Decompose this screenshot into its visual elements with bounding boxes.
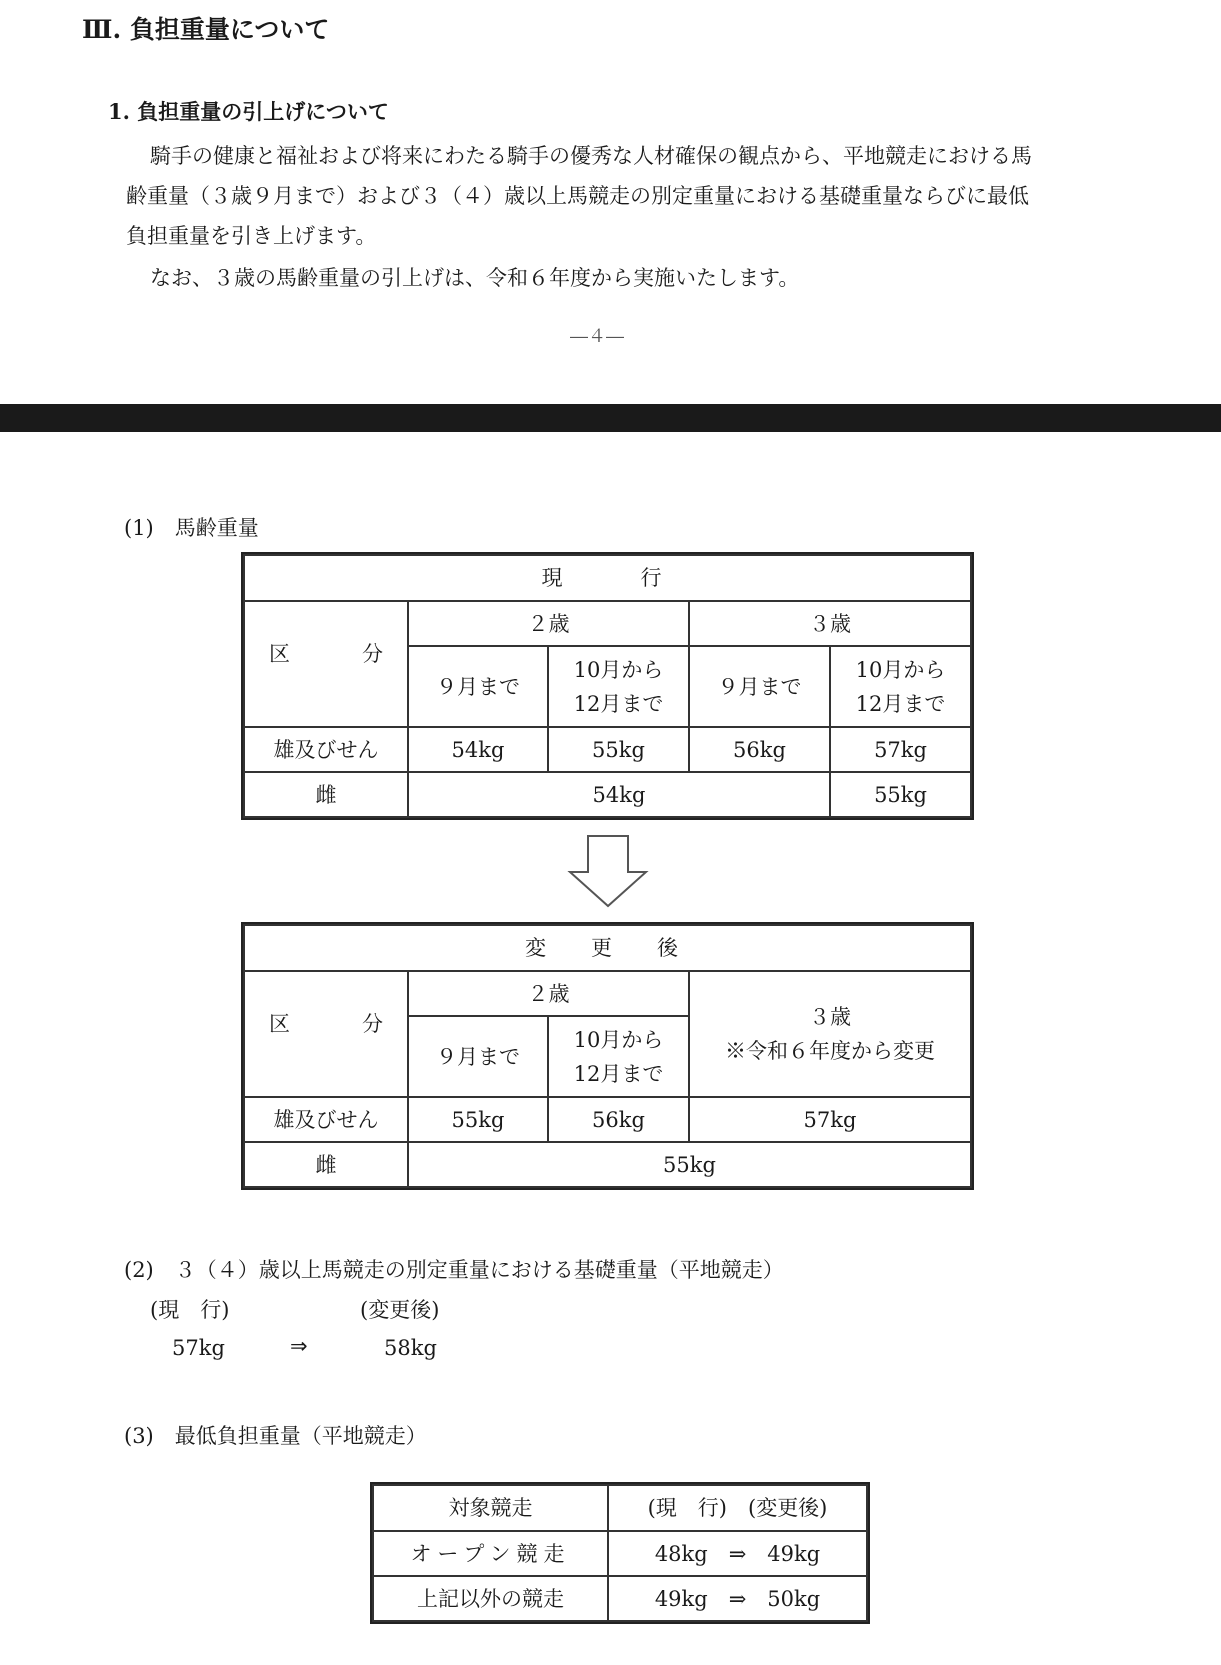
row-label-female: 雌 (244, 1142, 408, 1187)
row-label-female: 雌 (244, 772, 408, 817)
table-cell: 55kg (408, 1097, 548, 1142)
page-divider-band (0, 404, 1221, 432)
table-cell: 54kg (408, 772, 830, 817)
right-arrow-icon: ⇒ (290, 1334, 308, 1358)
row-label-other: 上記以外の競走 (373, 1576, 608, 1621)
label-current: (現 行) (150, 1298, 230, 1322)
value-changed: 58kg (384, 1336, 437, 1360)
table-cell: 57kg (689, 1097, 971, 1142)
table-cell: 56kg (689, 727, 830, 772)
subsection-heading: 1. 負担重量の引上げについて (108, 99, 389, 124)
kubun-cell: 区 分 (244, 971, 408, 1097)
table-cell: 57kg (830, 727, 971, 772)
col-until-september: ９月まで (408, 1016, 548, 1097)
page-number: ―４― (570, 326, 624, 347)
section3-title: (3) 最低負担重量（平地競走） (124, 1424, 427, 1448)
col-october-december: 10月から 12月まで (548, 1016, 689, 1097)
table-cell: 55kg (830, 772, 971, 817)
col-current-changed: (現 行) (変更後) (608, 1485, 867, 1531)
section2-title: (2) ３（４）歳以上馬競走の別定重量における基礎重量（平地競走） (124, 1258, 784, 1282)
current-table-header: 現 行 (244, 555, 971, 601)
age3-header: ３歳 ※令和６年度から変更 (689, 971, 971, 1097)
kubun-cell: 区 分 (244, 601, 408, 727)
col-until-september: ９月まで (408, 646, 548, 727)
value-current: 57kg (172, 1336, 225, 1360)
current-weight-table (243, 554, 972, 818)
paragraph-line-4: なお、３歳の馬齢重量の引上げは、令和６年度から実施いたします。 (150, 266, 800, 290)
table-cell: 54kg (408, 727, 548, 772)
col-until-september-3yo: ９月まで (689, 646, 830, 727)
table-cell: 56kg (548, 1097, 689, 1142)
table-cell: 55kg (548, 727, 689, 772)
paragraph-line-2: 齢重量（３歳９月まで）および３（４）歳以上馬競走の別定重量における基礎重量ならびに最低 (126, 184, 1029, 208)
row-label-male: 雄及びせん (244, 1097, 408, 1142)
row-label-open: オープン競走 (373, 1531, 608, 1576)
minimum-weight-table (372, 1484, 868, 1622)
section1-title: (1) 馬齢重量 (124, 516, 259, 540)
age3-header: ３歳 (689, 601, 971, 646)
row-label-male: 雄及びせん (244, 727, 408, 772)
age2-header: ２歳 (408, 601, 689, 646)
paragraph-line-1: 騎手の健康と福祉および将来にわたる騎手の優秀な人材確保の観点から、平地競走における馬 (150, 144, 1032, 168)
section-heading: Ⅲ. 負担重量について (82, 15, 330, 44)
table-cell: 49kg ⇒ 50kg (608, 1576, 867, 1621)
table-cell: 55kg (408, 1142, 971, 1187)
col-october-december: 10月から 12月まで (548, 646, 689, 727)
label-changed: (変更後) (360, 1298, 440, 1322)
changed-weight-table (243, 924, 972, 1188)
table-cell: 48kg ⇒ 49kg (608, 1531, 867, 1576)
down-arrow-icon (566, 834, 650, 908)
changed-table-header: 変 更 後 (244, 925, 971, 971)
col-target-race: 対象競走 (373, 1485, 608, 1531)
age2-header: ２歳 (408, 971, 689, 1016)
paragraph-line-3: 負担重量を引き上げます。 (126, 224, 377, 248)
col-october-december-3yo: 10月から 12月まで (830, 646, 971, 727)
